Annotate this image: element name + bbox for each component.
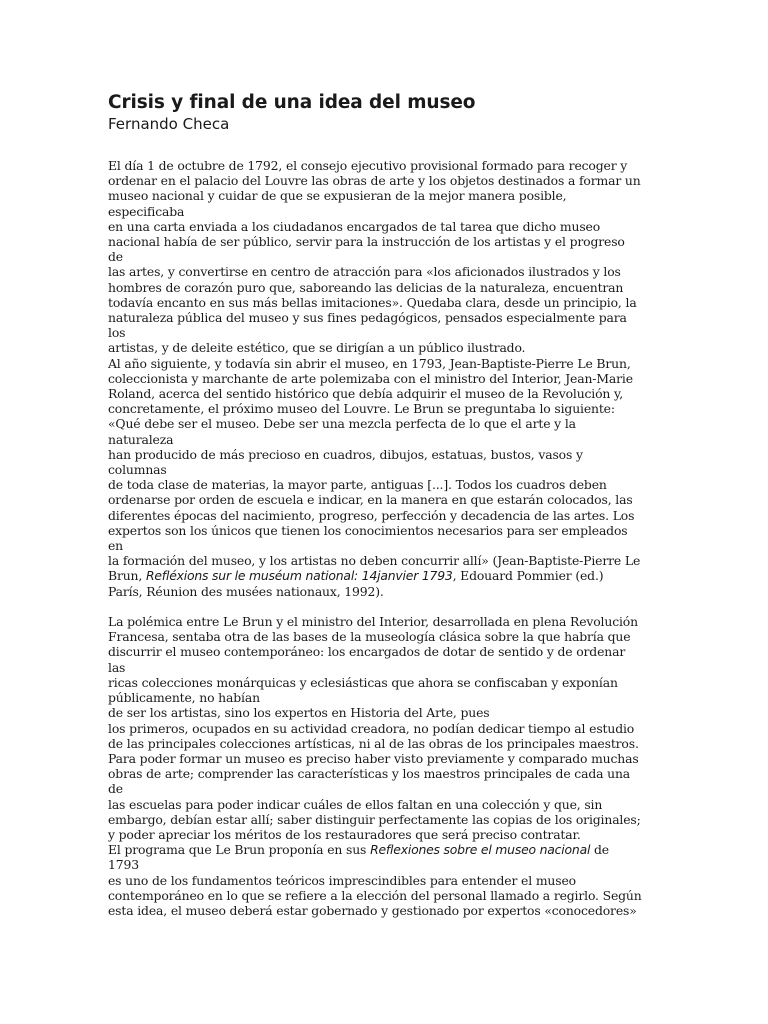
- text-line: y poder apreciar los méritos de los restauradores que será preciso contratar.: [108, 826, 581, 842]
- text-line: nacional había de ser público, servir para la instrucción de los artistas y el progreso: [108, 234, 625, 250]
- text-line: La polémica entre Le Brun y el ministro del Interior, desarrollada en plena Revolución: [108, 614, 638, 630]
- text-line: contemporáneo en lo que se refiere a la elección del personal llamado a regirlo. Según: [108, 887, 642, 903]
- text-line: París, Réunion des musées nationaux, 1992).: [108, 583, 384, 599]
- text-line: «Qué debe ser el museo. Debe ser una mezcla perfecta de lo que el arte y la: [108, 416, 576, 432]
- citation-prefix: Brun,: [108, 568, 146, 584]
- program-prefix: El programa que Le Brun proponía en sus: [108, 842, 371, 858]
- document-title: Crisis y final de una idea del museo: [108, 92, 476, 113]
- program-suffix: de: [590, 842, 609, 858]
- text-line: las artes, y convertirse en centro de atracción para «los aficionados ilustrados y los: [108, 264, 621, 280]
- text-line: concretamente, el próximo museo del Louvre. Le Brun se preguntaba lo siguiente:: [108, 401, 615, 417]
- text-line: naturaleza: [108, 431, 174, 447]
- text-line: Para poder formar un museo es preciso haber visto previamente y comparado muchas: [108, 750, 639, 766]
- text-line: de las principales colecciones artísticas, ni al de las obras de los principales maestros.: [108, 735, 639, 751]
- text-line: los primeros, ocupados en su actividad creadora, no podían dedicar tiempo al estudio: [108, 720, 635, 736]
- text-line: columnas: [108, 462, 167, 478]
- text-line: han producido de más precioso en cuadros, dibujos, estatuas, bustos, vasos y: [108, 446, 583, 462]
- text-line: en: [108, 538, 124, 554]
- text-line: naturaleza pública del museo y sus fines pedagógicos, pensados especialmente para: [108, 310, 627, 326]
- text-line: en una carta enviada a los ciudadanos encargados de tal tarea que dicho museo: [108, 218, 601, 234]
- text-line: la formación del museo, y los artistas no deben concurrir allí» (Jean-Baptiste-Pierre Le: [108, 553, 641, 569]
- text-line: de: [108, 781, 123, 797]
- text-line: ricas colecciones monárquicas y eclesiásticas que ahora se confiscaban y exponían: [108, 674, 618, 690]
- document-page: [108, 92, 660, 918]
- paragraph-1: [108, 158, 660, 599]
- citation-title: Refléxions sur le muséum national: 14janvier 1793: [145, 568, 453, 584]
- text-line: los: [108, 325, 126, 341]
- text-line: Roland, acerca del sentido histórico que debía adquirir el museo de la Revolución y,: [108, 386, 624, 402]
- text-line: de ser los artistas, sino los expertos en Historia del Arte, pues: [108, 705, 490, 721]
- text-line: esta idea, el museo deberá estar gobernado y gestionado por expertos «conocedores»: [108, 902, 637, 918]
- text-line: ordenar en el palacio del Louvre las obras de arte y los objetos destinados a formar un: [108, 173, 641, 189]
- text-line: de: [108, 249, 123, 265]
- text-line: hombres de corazón puro que, saboreando las delicias de la naturaleza, encuentran: [108, 279, 624, 295]
- text-line: todavía encanto en sus más bellas imitaciones». Quedaba clara, desde un principio, la: [108, 294, 637, 310]
- program-title: Reflexiones sobre el museo nacional: [370, 842, 591, 858]
- text-line: obras de arte; comprender las características y los maestros principales de cada una: [108, 766, 631, 782]
- document-body: [108, 158, 660, 918]
- text-line: embargo, debían estar allí; saber distinguir perfectamente las copias de los originales;: [108, 811, 641, 827]
- text-line: expertos son los únicos que tienen los conocimientos necesarios para ser empleados: [108, 522, 628, 538]
- text-line: diferentes épocas del nacimiento, progreso, perfección y decadencia de las artes. Los: [108, 507, 635, 523]
- text-line: El día 1 de octubre de 1792, el consejo ejecutivo provisional formado para recoger y: [108, 158, 628, 173]
- text-line: ordenarse por orden de escuela e indicar, en la manera en que estarán colocados, las: [108, 492, 633, 508]
- text-line: públicamente, no habían: [108, 690, 260, 706]
- citation-line: [108, 568, 660, 583]
- text-line: Al año siguiente, y todavía sin abrir el museo, en 1793, Jean-Baptiste-Pierre Le Brun,: [108, 355, 631, 371]
- text-line: museo nacional y cuidar de que se expusieran de la mejor manera posible,: [108, 188, 567, 204]
- paragraph-2: [108, 614, 660, 918]
- citation-suffix: , Edouard Pommier (ed.): [452, 568, 604, 584]
- text-line: Francesa, sentaba otra de las bases de la museología clásica sobre la que habría que: [108, 629, 631, 645]
- text-line: artistas, y de deleite estético, que se dirigían a un público ilustrado.: [108, 340, 526, 356]
- text-line: es uno de los fundamentos teóricos imprescindibles para entender el museo: [108, 872, 576, 888]
- text-line: discurrir el museo contemporáneo: los encargados de dotar de sentido y de ordenar: [108, 644, 626, 660]
- text-line: 1793: [108, 857, 139, 873]
- paragraph-gap: [108, 599, 660, 614]
- text-line: de toda clase de materias, la mayor parte, antiguas [...]. Todos los cuadros deben: [108, 477, 607, 493]
- document-author: Fernando Checa: [108, 115, 230, 133]
- text-line: coleccionista y marchante de arte polemizaba con el ministro del Interior, Jean-Marie: [108, 370, 633, 386]
- program-line: [108, 842, 660, 857]
- text-line: las escuelas para poder indicar cuáles de ellos faltan en una colección y que, sin: [108, 796, 603, 812]
- text-line: las: [108, 659, 126, 675]
- text-line: especificaba: [108, 203, 185, 219]
